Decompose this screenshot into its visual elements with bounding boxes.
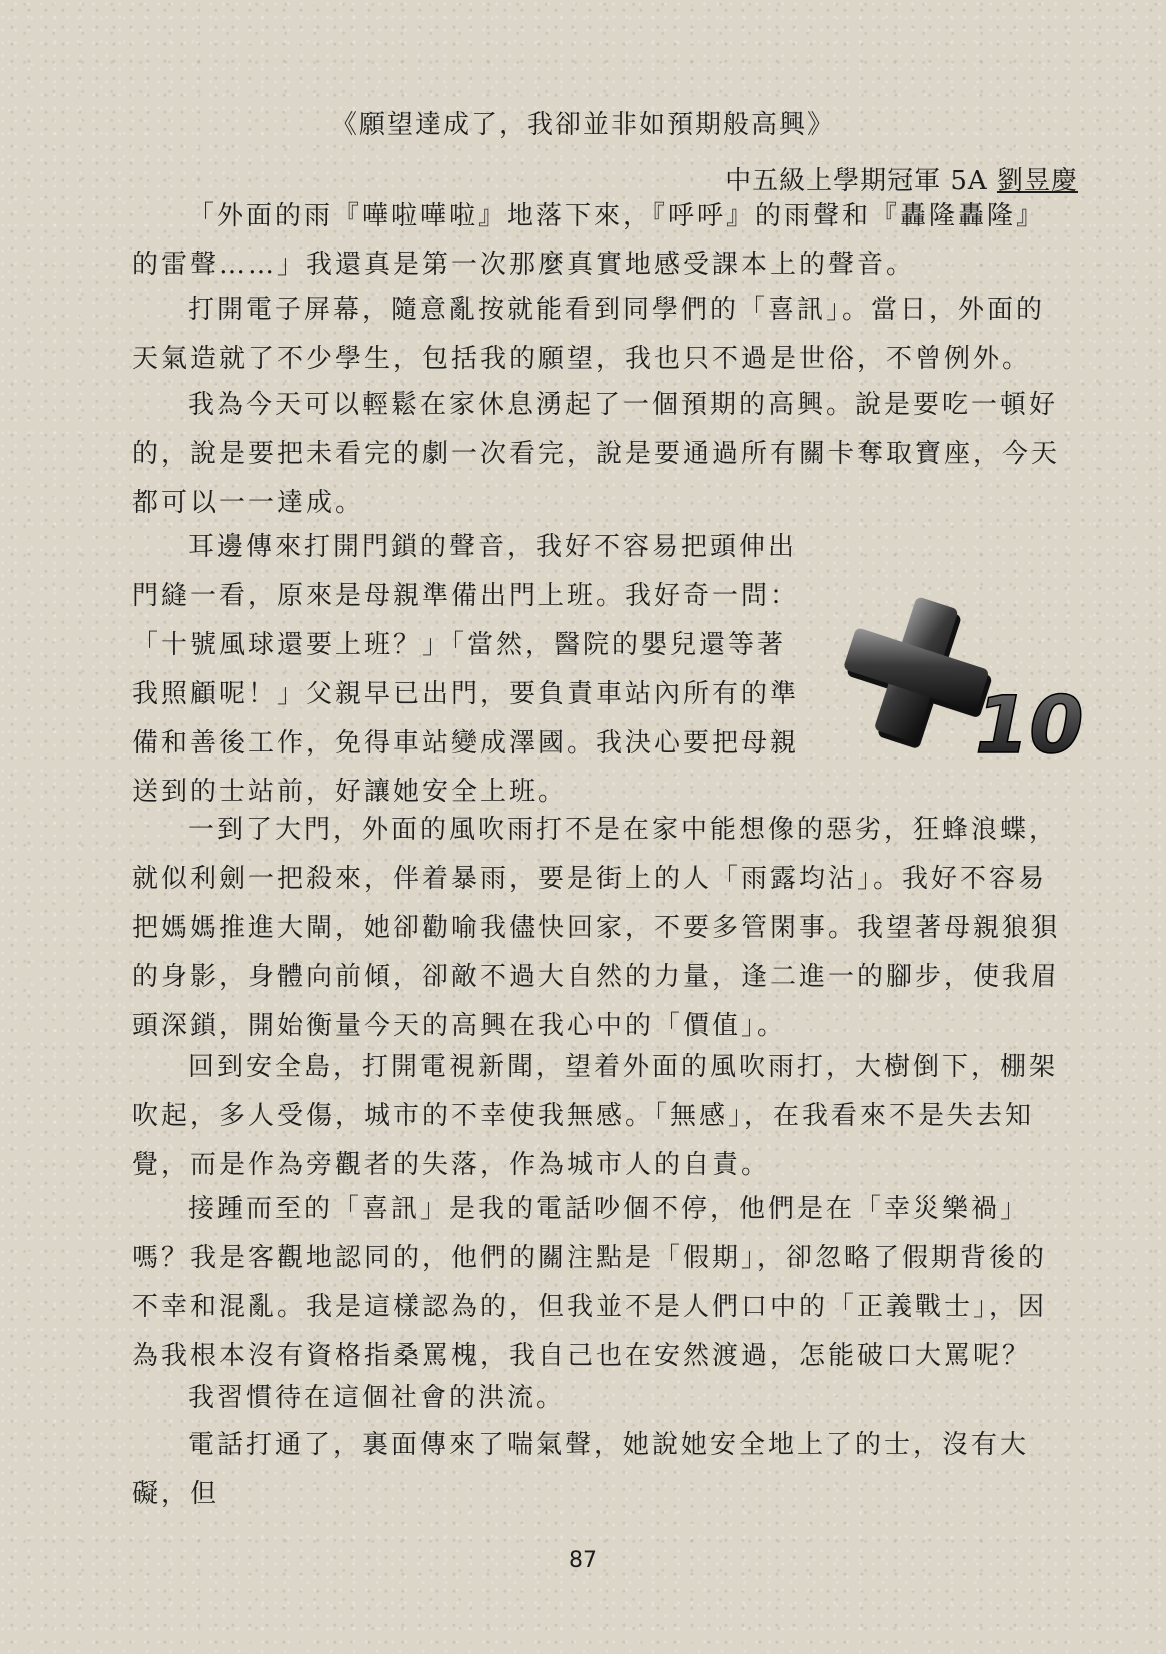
- paragraph-1: 「外面的雨『嘩啦嘩啦』地落下來，『呼呼』的雨聲和『轟隆轟隆』的雷聲……」我還真是第一次那麼真實地感受課本上的聲音。: [132, 201, 1046, 280]
- author-label: 中五級上學期冠軍 5A: [725, 166, 997, 196]
- paragraph-7: 接踵而至的「喜訊」是我的電話吵個不停，他們是在「幸災樂禍」嗎？我是客觀地認同的，他們的關注點是「假期」，卻忽略了假期背後的不幸和混亂。我是這樣認為的，但我並不是人們口中的「正義戰士」，因為我根本沒有資格指桑罵槐，我自己也在安然渡過，怎能破口大罵呢？: [132, 1194, 1048, 1371]
- paragraph-9: 電話打通了，裏面傳來了喘氣聲，她說她安全地上了的士，沒有大礙，但: [132, 1430, 1030, 1509]
- paragraph-4: 耳邊傳來打開門鎖的聲音，我好不容易把頭伸出門縫一看，原來是母親準備出門上班。我好奇一問：「十號風球還要上班？」「當然，醫院的嬰兒還等著我照顧呢！」父親早已出門，要負責車站內所有的準備和善後工作，免得車站變成澤國。我決心要把母親送到的士站前，好讓她安全上班。: [132, 532, 800, 807]
- page-number: 87: [569, 1548, 597, 1573]
- paragraph-6: 回到安全島，打開電視新聞，望着外面的風吹雨打，大樹倒下，棚架吹起，多人受傷，城市的不幸使我無感。「無感」，在我看來不是失去知覺，而是作為旁觀者的失落，作為城市人的自責。: [132, 1052, 1059, 1180]
- plus-ten-label: 10: [975, 681, 1084, 771]
- plus-ten-icon: [835, 590, 1084, 771]
- paragraph-2: 打開電子屏幕，隨意亂按就能看到同學們的「喜訊」。當日，外面的天氣造就了不少學生，包括我的願望，我也只不過是世俗，不曾例外。: [132, 295, 1046, 374]
- author-name: 劉昱慶: [996, 166, 1078, 196]
- paragraph-8: 我習慣待在這個社會的洪流。: [188, 1383, 566, 1413]
- paragraph-5: 一到了大門，外面的風吹雨打不是在家中能想像的惡劣，狂蜂浪蝶，就似利劍一把殺來，伴着暴雨，要是街上的人「雨露均沾」。我好不容易把媽媽推進大閘，她卻勸喻我儘快回家，不要多管閑事。我望著母親狼狽的身影，身體向前傾，卻敵不過大自然的力量，逢二進一的腳步，使我眉頭深鎖，開始衡量今天的高興在我心中的「價值」。: [132, 815, 1061, 1041]
- paragraph-3: 我為今天可以輕鬆在家休息湧起了一個預期的高興。說是要吃一頓好的，說是要把未看完的劇一次看完，說是要通過所有關卡奪取寶座，今天都可以一一達成。: [132, 390, 1061, 518]
- essay-title: 《願望達成了，我卻並非如預期般高興》: [330, 110, 835, 140]
